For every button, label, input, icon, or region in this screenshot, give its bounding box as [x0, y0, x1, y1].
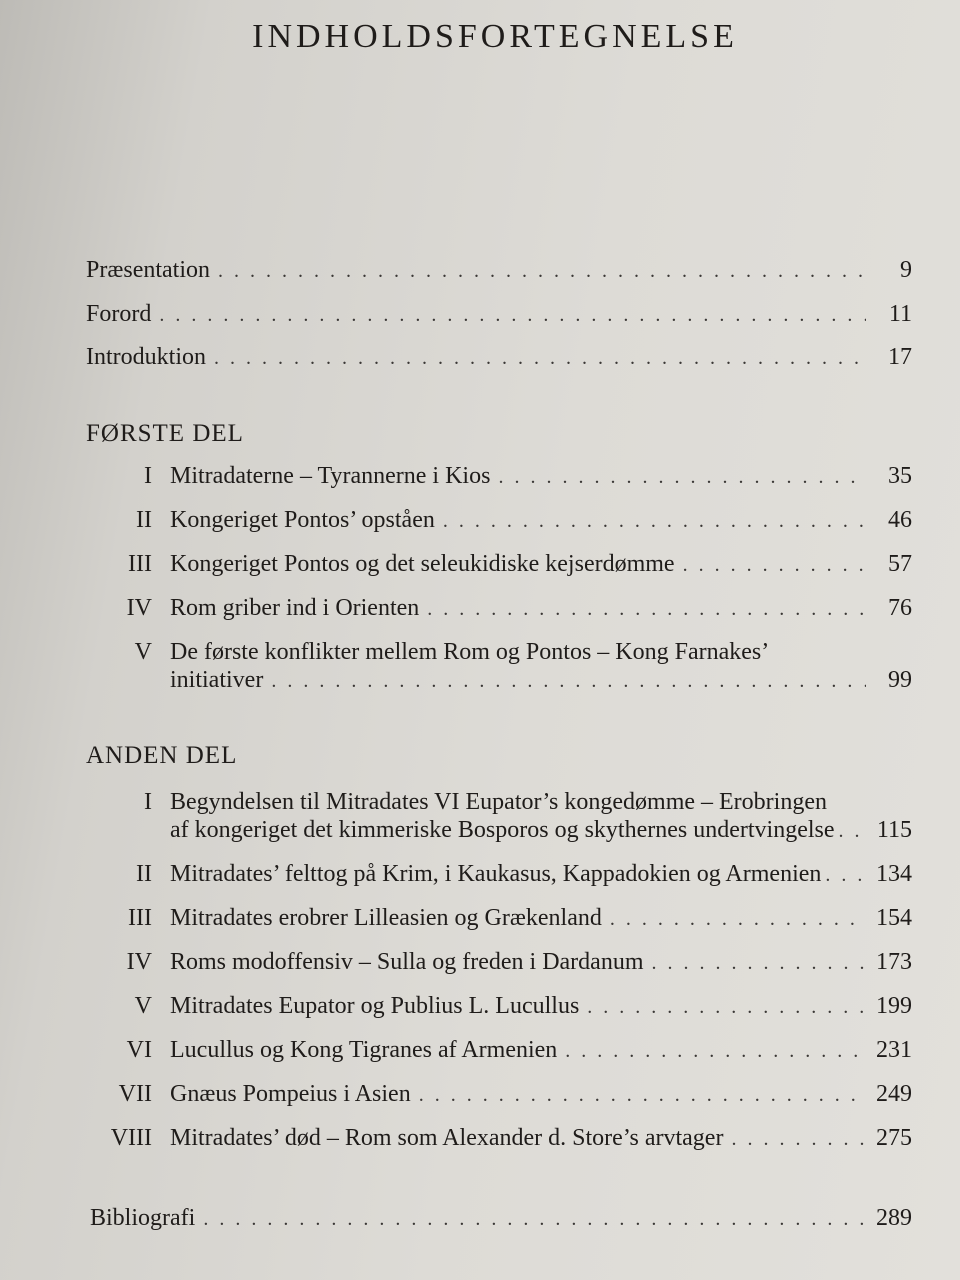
entry-page: 99 [888, 667, 912, 693]
entry-page: 17 [888, 344, 912, 370]
chapter-number: VI [126, 1037, 152, 1063]
leader-dots [731, 1125, 866, 1153]
entry-label: Begyndelsen til Mitradates VI Eupator’s kongedømme – Erobringen [170, 789, 827, 815]
toc-entry [90, 860, 912, 889]
entry-page: 199 [876, 993, 912, 1019]
page-title: INDHOLDSFORTEGNELSE [252, 18, 738, 55]
chapter-number: VIII [110, 1125, 152, 1151]
toc-entry [90, 594, 912, 623]
leader-dots [214, 344, 866, 372]
leader-dots [159, 301, 866, 329]
entry-page: 115 [876, 817, 912, 843]
chapter-number: V [134, 993, 152, 1019]
entry-page: 11 [888, 301, 912, 327]
leader-dots [443, 507, 866, 535]
entry-label: Mitradates’ død – Rom som Alexander d. Store’s arvtager [170, 1125, 724, 1151]
leader-dots [427, 595, 866, 623]
entry-label: Rom griber ind i Orienten [170, 595, 420, 621]
leader-dots [498, 463, 866, 491]
entry-label: Gnæus Pompeius i Asien [170, 1081, 411, 1107]
entry-label-continued: initiativer [170, 667, 264, 693]
entry-label: Forord [86, 301, 152, 327]
entry-page: 57 [888, 551, 912, 577]
entry-label: Mitradates’ felttog på Krim, i Kaukasus, Kappadokien og Armenien [170, 861, 822, 887]
entry-label: Kongeriget Pontos’ opståen [170, 507, 435, 533]
entry-label: Roms modoffensiv – Sulla og freden i Dardanum [170, 949, 644, 975]
toc-entry [90, 462, 912, 491]
toc-entry [90, 638, 912, 695]
entry-label: Mitradaterne – Tyrannerne i Kios [170, 463, 491, 489]
toc-entry [86, 300, 912, 329]
entry-page: 173 [876, 949, 912, 975]
chapter-number: III [128, 551, 152, 577]
leader-dots [839, 817, 870, 845]
toc-entry [90, 904, 912, 933]
leader-dots [683, 551, 866, 579]
entry-label: De første konflikter mellem Rom og Pontos – Kong Farnakes’ [170, 639, 770, 665]
entry-page: 275 [876, 1125, 912, 1151]
chapter-number: VII [118, 1081, 152, 1107]
entry-label: Mitradates Eupator og Publius L. Lucullus [170, 993, 580, 1019]
toc-entry [90, 948, 912, 977]
entry-label: Præsentation [86, 257, 210, 283]
chapter-number: I [144, 463, 152, 489]
chapter-number: II [136, 861, 152, 887]
toc-entry [86, 343, 912, 372]
toc-entry [90, 1124, 912, 1153]
leader-dots [651, 949, 866, 977]
entry-label-continued: af kongeriget det kimmeriske Bosporos og skythernes undertvingelse [170, 817, 835, 843]
leader-dots [825, 861, 870, 889]
chapter-number: III [128, 905, 152, 931]
leader-dots [271, 667, 866, 695]
chapter-number: IV [126, 949, 152, 975]
entry-page: 231 [876, 1037, 912, 1063]
leader-dots [587, 993, 866, 1021]
entry-label: Lucullus og Kong Tigranes af Armenien [170, 1037, 558, 1063]
entry-page: 249 [876, 1081, 912, 1107]
section-heading: ANDEN DEL [86, 742, 238, 769]
toc-entry [90, 1080, 912, 1109]
leader-dots [203, 1205, 866, 1233]
chapter-number: I [144, 789, 152, 815]
entry-label: Kongeriget Pontos og det seleukidiske kejserdømme [170, 551, 675, 577]
toc-entry [86, 256, 912, 285]
entry-label: Introduktion [86, 344, 206, 370]
leader-dots [610, 905, 866, 933]
chapter-number: V [134, 639, 152, 665]
entry-page: 46 [888, 507, 912, 533]
chapter-number: II [136, 507, 152, 533]
toc-entry [90, 550, 912, 579]
toc-entry [90, 506, 912, 535]
entry-label: Mitradates erobrer Lilleasien og Grækenland [170, 905, 602, 931]
entry-page: 76 [888, 595, 912, 621]
entry-page: 9 [900, 257, 912, 283]
toc-entry [90, 788, 912, 845]
entry-page: 289 [876, 1205, 912, 1231]
leader-dots [565, 1037, 866, 1065]
entry-page: 134 [876, 861, 912, 887]
toc-entry [90, 992, 912, 1021]
toc-entry [90, 1204, 912, 1233]
entry-page: 154 [876, 905, 912, 931]
chapter-number: IV [126, 595, 152, 621]
entry-label: Bibliografi [90, 1205, 196, 1231]
leader-dots [419, 1081, 866, 1109]
leader-dots [218, 257, 866, 285]
toc-entry [90, 1036, 912, 1065]
entry-page: 35 [888, 463, 912, 489]
section-heading: FØRSTE DEL [86, 420, 244, 447]
